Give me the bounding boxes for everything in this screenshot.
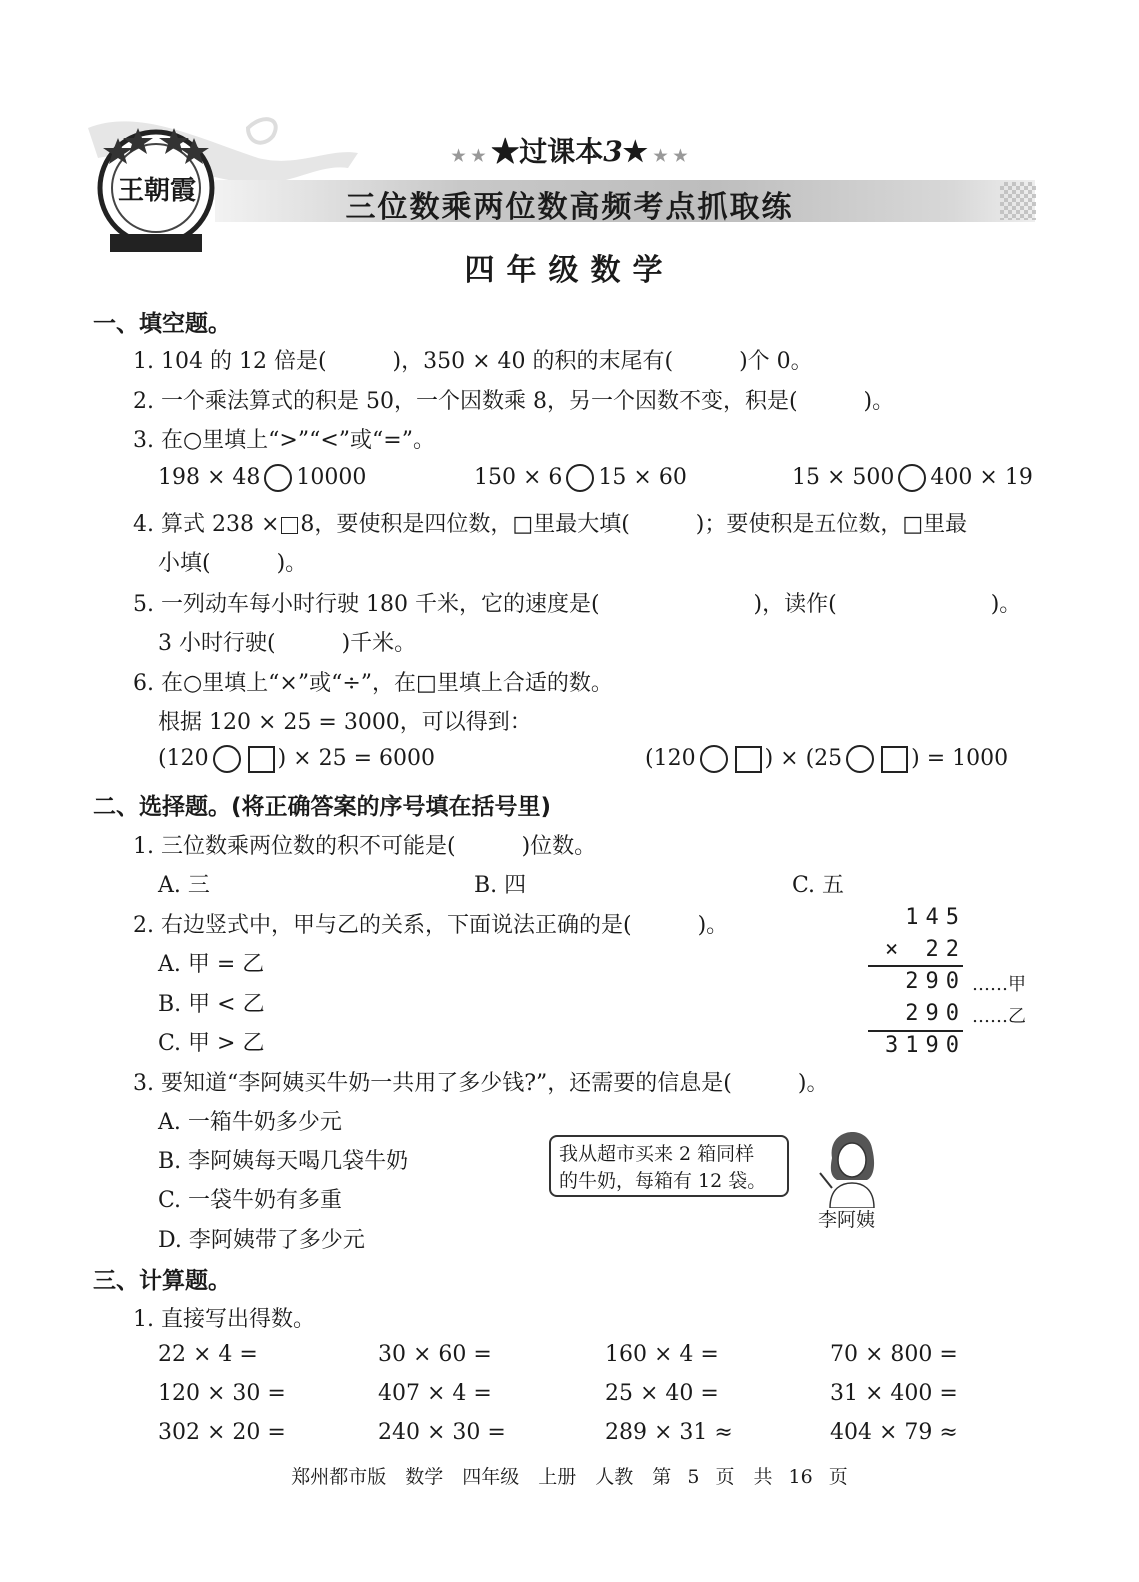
q2-2-opt-c[interactable]: C. 甲 > 乙 (158, 1031, 265, 1056)
label-jia: ……甲 (972, 974, 1026, 995)
answer-circle[interactable] (846, 745, 874, 773)
answer-box[interactable] (735, 746, 762, 773)
section3-title: 三、计算题。 (93, 1268, 231, 1294)
vert-row: × 22 (885, 937, 966, 962)
grade-subject: 四年级数学 (464, 253, 675, 288)
speech-bubble (549, 1135, 789, 1197)
calc-item: 240 × 30 = (378, 1420, 506, 1445)
compare-a-left: 198 × 48 (158, 465, 261, 490)
answer-circle[interactable] (264, 464, 292, 492)
q1-6-a-close: ) × 25 = 6000 (277, 746, 435, 771)
compare-a-right: 10000 (296, 465, 367, 490)
q2-1-opt-b[interactable]: B. 四 (474, 873, 527, 898)
compare-b (474, 464, 687, 492)
calc-item: 22 × 4 = (158, 1342, 258, 1367)
calc-item: 289 × 31 ≈ (605, 1420, 733, 1445)
compare-c (792, 464, 1033, 492)
vert-row: 3190 (885, 1033, 966, 1058)
q2-2: 2. 右边竖式中，甲与乙的关系，下面说法正确的是( )。 (133, 913, 729, 938)
q1-6-b-close: ) = 1000 (911, 746, 1009, 771)
person-label: 李阿姨 (818, 1209, 876, 1231)
answer-circle[interactable] (700, 745, 728, 773)
compare-b-left: 150 × 6 (474, 465, 563, 490)
calc-item: 30 × 60 = (378, 1342, 492, 1367)
series-number: 3 (603, 135, 623, 168)
calc-item: 31 × 400 = (830, 1381, 958, 1406)
q2-1: 1. 三位数乘两位数的积不可能是( )位数。 (133, 834, 597, 859)
q1-6-b-mid: ) × (25 (764, 746, 843, 771)
q1-6-b-open: (120 (645, 746, 696, 771)
q3-1: 1. 直接写出得数。 (133, 1307, 315, 1332)
compare-c-right: 400 × 19 (930, 465, 1033, 490)
logo-text: 王朝霞 (118, 176, 197, 206)
answer-box[interactable] (881, 746, 908, 773)
page-footer: 郑州都市版 数学 四年级 上册 人教 第 5 页 共 16 页 (291, 1466, 848, 1488)
q1-5-cont: 3 小时行驶( )千米。 (158, 631, 417, 656)
compare-a (158, 464, 366, 492)
compare-c-left: 15 × 500 (792, 465, 895, 490)
q1-6-a-open: (120 (158, 746, 209, 771)
q2-1-opt-a[interactable]: A. 三 (158, 873, 210, 898)
calc-item: 70 × 800 = (830, 1342, 958, 1367)
q1-6: 6. 在○里填上“×”或“÷”，在□里填上合适的数。 (133, 671, 613, 696)
q2-3-opt-b[interactable]: B. 李阿姨每天喝几袋牛奶 (158, 1149, 409, 1174)
calc-item: 25 × 40 = (605, 1381, 719, 1406)
calc-item: 302 × 20 = (158, 1420, 286, 1445)
q1-4 (133, 507, 967, 538)
q1-6-b (645, 745, 1008, 773)
vert-row: 290 (905, 969, 966, 994)
answer-circle[interactable] (898, 464, 926, 492)
vert-row: 145 (905, 905, 966, 930)
woman-illustration (812, 1118, 892, 1208)
answer-circle[interactable] (213, 745, 241, 773)
vert-line (868, 965, 963, 967)
section1-title: 一、填空题。 (93, 311, 231, 337)
compare-b-right: 15 × 60 (598, 465, 687, 490)
answer-box[interactable] (248, 746, 275, 773)
label-yi: ……乙 (972, 1006, 1026, 1027)
q2-3-opt-c[interactable]: C. 一袋牛奶有多重 (158, 1188, 343, 1213)
q1-4-cont: 小填( )。 (158, 551, 308, 576)
q1-4-post: 8，要使积是四位数，□里最大填( )；要使积是五位数，□里最 (300, 512, 968, 537)
q2-3-opt-d[interactable]: D. 李阿姨带了多少元 (158, 1228, 365, 1253)
q1-4-pre: 4. 算式 238 × (133, 512, 280, 537)
q1-6-given: 根据 120 × 25 = 3000，可以得到： (158, 710, 532, 735)
section2-title: 二、选择题。(将正确答案的序号填在括号里) (93, 794, 552, 820)
q1-1: 1. 104 的 12 倍是( )，350 × 40 的积的末尾有( )个 0。 (133, 349, 813, 374)
q2-1-opt-c[interactable]: C. 五 (792, 873, 845, 898)
bubble-line: 的牛奶，每箱有 12 袋。 (559, 1170, 767, 1192)
vert-row: 290 (905, 1001, 966, 1026)
bubble-line: 我从超市买来 2 箱同样 (559, 1143, 755, 1165)
q2-3-opt-a[interactable]: A. 一箱牛奶多少元 (158, 1110, 342, 1135)
q1-3: 3. 在○里填上“>”“<”或“=”。 (133, 428, 435, 453)
calc-item: 120 × 30 = (158, 1381, 286, 1406)
series-header: ★ ★ ★过课本3★ ★ ★ (451, 135, 688, 168)
series-label: 过课本 (519, 135, 604, 168)
answer-box[interactable] (281, 517, 298, 534)
calc-item: 407 × 4 = (378, 1381, 492, 1406)
q1-2: 2. 一个乘法算式的积是 50，一个因数乘 8，另一个因数不变，积是( )。 (133, 389, 895, 414)
answer-circle[interactable] (566, 464, 594, 492)
page-title: 三位数乘两位数高频考点抓取练 (345, 190, 794, 225)
q1-6-a (158, 745, 435, 773)
q2-2-opt-b[interactable]: B. 甲 < 乙 (158, 992, 265, 1017)
calc-item: 404 × 79 ≈ (830, 1420, 958, 1445)
vertical-multiplication (866, 902, 966, 1062)
vert-line (868, 1030, 963, 1032)
q2-2-opt-a[interactable]: A. 甲 = 乙 (158, 952, 265, 977)
calc-item: 160 × 4 = (605, 1342, 719, 1367)
q2-3: 3. 要知道“李阿姨买牛奶一共用了多少钱?”，还需要的信息是( )。 (133, 1071, 829, 1096)
q1-5: 5. 一列动车每小时行驶 180 千米，它的速度是( )，读作( )。 (133, 592, 1022, 617)
